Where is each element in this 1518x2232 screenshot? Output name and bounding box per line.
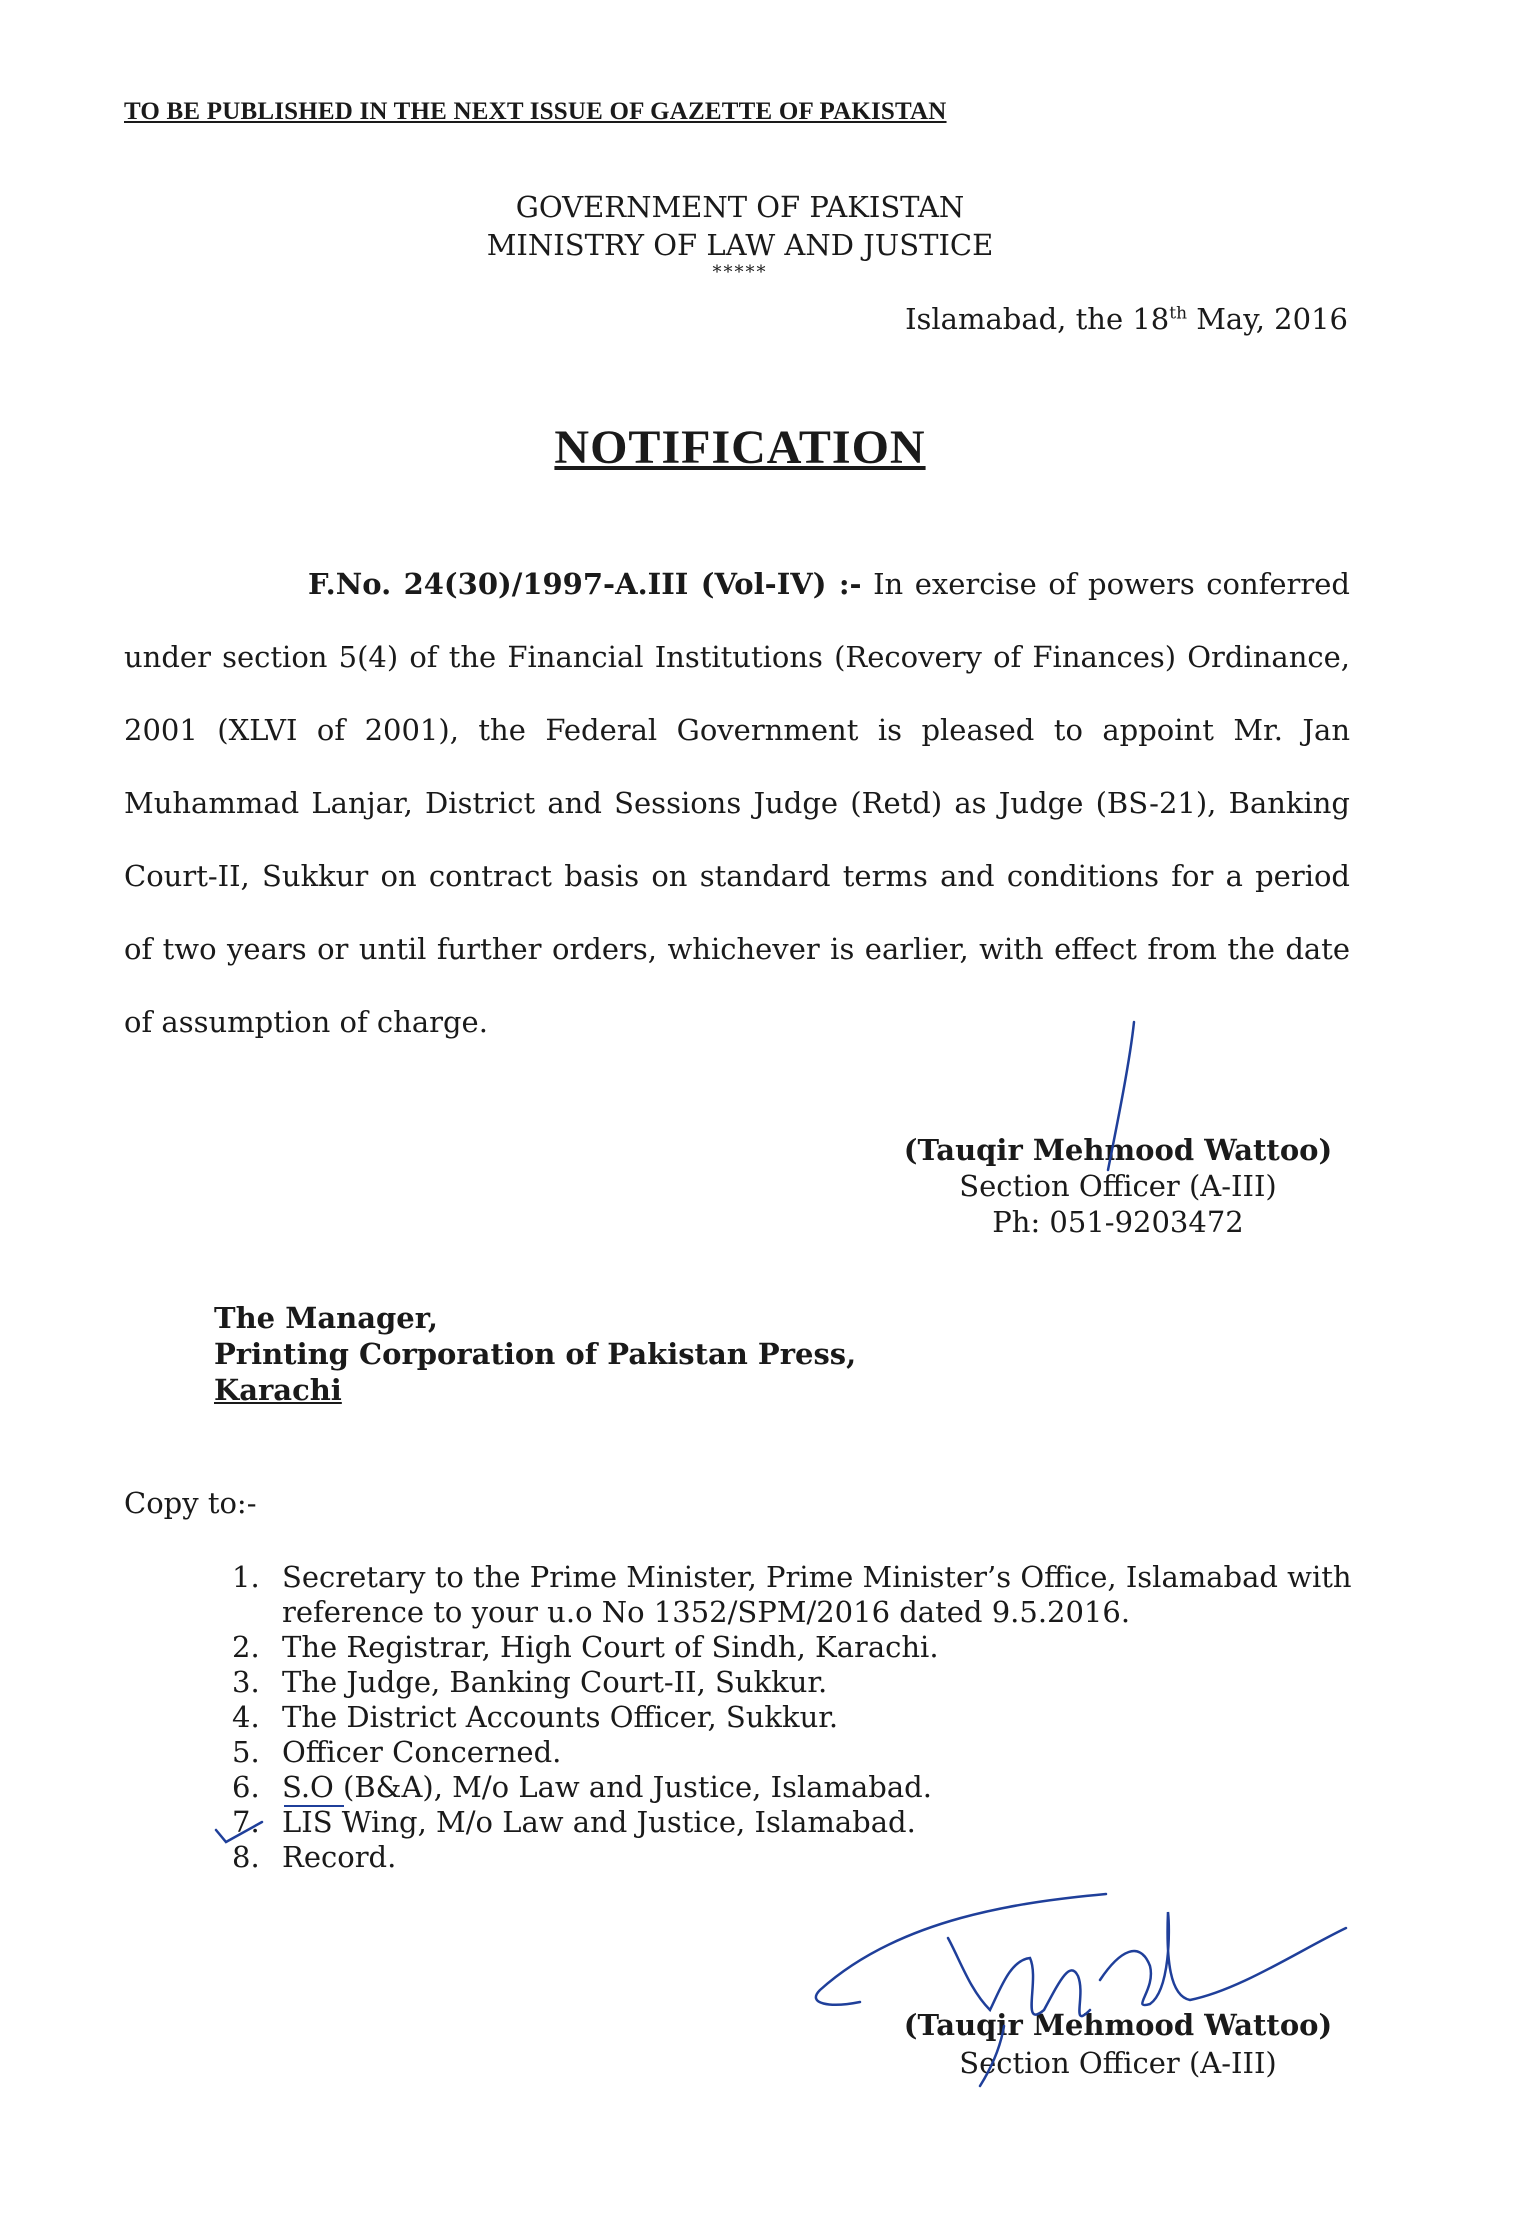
list-item [232,1665,1352,1700]
list-item-number: 2. [232,1630,260,1664]
list-item-number: 7. [232,1805,260,1839]
heading-separator: ***** [712,262,768,283]
list-item-number: 5. [232,1735,260,1769]
list-item-text: Officer Concerned. [282,1735,562,1769]
copy-to-label: Copy to:- [124,1486,257,1520]
list-item-text: The Judge, Banking Court-II, Sukkur. [282,1665,828,1699]
ministry-heading: MINISTRY OF LAW AND JUSTICE [486,228,994,262]
gazette-notice: TO BE PUBLISHED IN THE NEXT ISSUE OF GAZETTE OF PAKISTAN [124,98,947,125]
file-number: F.No. 24(30)/1997-A.III (Vol-IV) :- [308,567,862,601]
list-item-text: Record. [282,1840,397,1874]
signatory-designation: Section Officer (A-III) [959,1169,1277,1203]
signatory-phone: Ph: 051-9203472 [992,1205,1244,1239]
list-item-text: Secretary to the Prime Minister, Prime Minister’s Office, Islamabad with reference to your u.o No 1352/SPM/2016 dated 9.5.2016. [282,1560,1352,1629]
signature-block [888,1132,1348,1240]
list-item [232,1770,1352,1805]
list-item [232,1805,1352,1840]
list-item-number: 8. [232,1840,260,1874]
list-item-text: The District Accounts Officer, Sukkur. [282,1700,839,1734]
list-item-text: LIS Wing, M/o Law and Justice, Islamabad. [282,1805,916,1839]
list-item [232,1560,1352,1630]
government-heading: GOVERNMENT OF PAKISTAN [515,190,965,224]
list-item-number: 4. [232,1700,260,1734]
signature-block-2 [888,2006,1348,2082]
list-item-text: S.O (B&A), M/o Law and Justice, Islamabad. [282,1770,932,1804]
addressee-line-2: Printing Corporation of Pakistan Press, [214,1337,857,1371]
list-item [232,1735,1352,1770]
list-item-number: 6. [232,1770,260,1804]
list-item [232,1700,1352,1735]
copy-to-list [232,1560,1352,1875]
date-suffix: May, 2016 [1187,302,1348,336]
body-text: In exercise of powers conferred under section 5(4) of the Financial Institutions (Recovery of Finances) Ordinance, 2001 (XLVI of 2001), the Federal Government is pleased to appoint Mr. Jan Muhammad Lanjar, District and Sessions Judge (Retd) as Judge (BS-21), Banking Court-II, Sukkur on contract basis on standard terms and conditions for a period of two years or until further orders, whichever is earlier, with effect from the date of assumption of charge. [124,567,1350,1039]
list-item-number: 3. [232,1665,260,1699]
notification-title: NOTIFICATION [554,421,926,474]
date-prefix: Islamabad, the 18 [905,302,1170,336]
addressee-line-3: Karachi [214,1373,342,1407]
signatory-name: (Tauqir Mehmood Wattoo) [903,1133,1333,1167]
list-item [232,1840,1352,1875]
addressee-block [214,1300,856,1408]
notification-body [124,548,1350,1059]
addressee-line-1: The Manager, [214,1301,438,1335]
signatory-2-name: (Tauqir Mehmood Wattoo) [903,2008,1333,2042]
list-item [232,1630,1352,1665]
list-item-text: The Registrar, High Court of Sindh, Karachi. [282,1630,939,1664]
date-line [905,302,1348,336]
date-ordinal: th [1169,303,1188,324]
signatory-2-designation: Section Officer (A-III) [959,2046,1277,2080]
list-item-number: 1. [232,1560,260,1594]
